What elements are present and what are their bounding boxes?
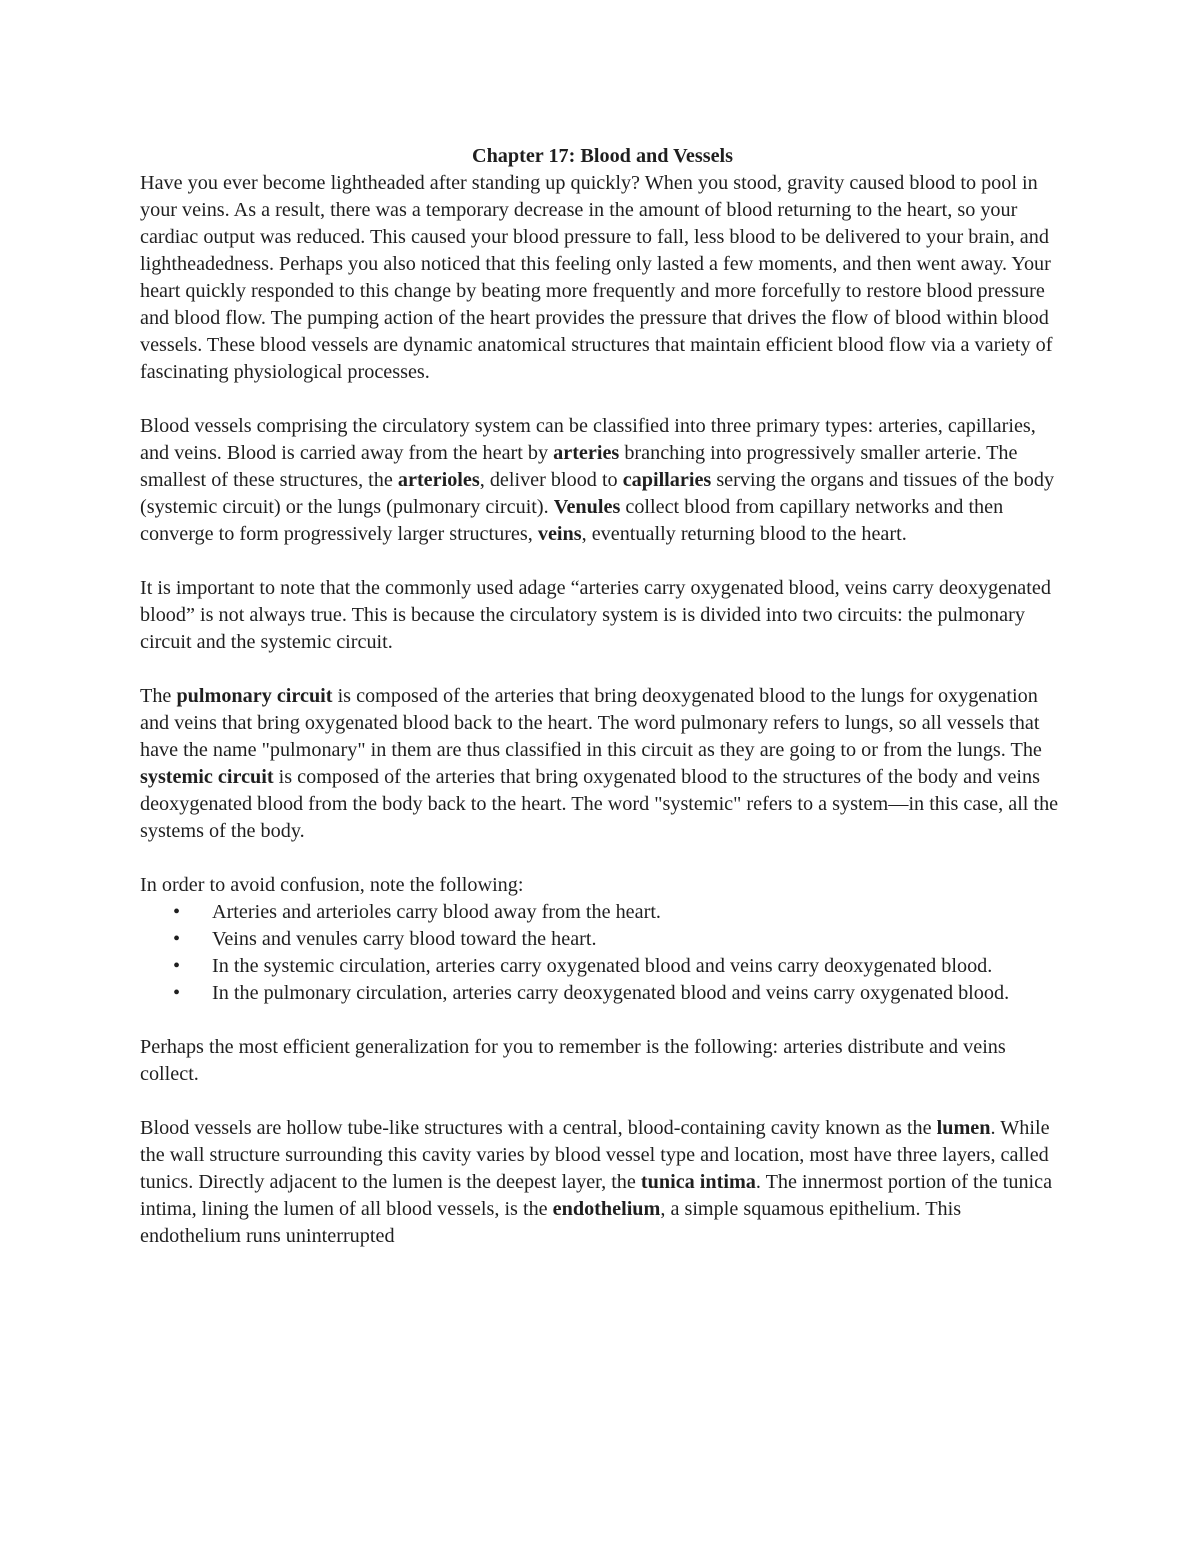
bullet-icon: •: [173, 982, 181, 1004]
text-run: branching into progressively smaller arterie. The smallest of these structures, the: [140, 442, 1018, 491]
text-run: , eventually returning blood to the heart.: [581, 523, 907, 545]
list-item: [140, 926, 1065, 953]
text-run: Blood vessels comprising the circulatory system can be classified into three primary types: arteries, capillaries, and veins. Blood is carried away from the heart by: [140, 415, 1036, 464]
intro-paragraph: Have you ever become lightheaded after standing up quickly? When you stood, gravity caused blood to pool in your veins. As a result, there was a temporary decrease in the amount of blood returning to the heart, so your cardiac output was reduced. This caused your blood pressure to fall, less blood to be delivered to your brain, and lightheadedness. Perhaps you also noticed that this feeling only lasted a few moments, and then went away. Your heart quickly responded to this change by beating more frequently and more forcefully to restore blood pressure and blood flow. The pumping action of the heart provides the pressure that drives the flow of blood within blood vessels. These blood vessels are dynamic anatomical structures that maintain efficient blood flow via a variety of fascinating physiological processes.: [140, 172, 1053, 383]
list-item: [140, 980, 1065, 1007]
bullet-icon: •: [173, 901, 181, 923]
adage-paragraph: It is important to note that the commonly used adage “arteries carry oxygenated blood, veins carry deoxygenated blood” is not always true. This is because the circulatory system is is divided into two circuits: the pulmonary circuit and the systemic circuit.: [140, 577, 1051, 653]
list-item-text: In the systemic circulation, arteries carry oxygenated blood and veins carry deoxygenated blood.: [212, 955, 993, 977]
text-run: serving the organs and tissues of the body (systemic circuit) or the lungs (pulmonary circuit).: [140, 469, 1055, 518]
term-systemic-circuit: systemic circuit: [140, 766, 274, 788]
term-tunica-intima: tunica intima: [640, 1171, 756, 1193]
chapter-title: Chapter 17: Blood and Vessels: [472, 145, 733, 167]
text-run: Blood vessels are hollow tube-like structures with a central, blood-containing cavity known as the: [140, 1117, 937, 1139]
list-item-text: In the pulmonary circulation, arteries carry deoxygenated blood and veins carry oxygenated blood.: [212, 982, 1010, 1004]
text-run: is composed of the arteries that bring oxygenated blood to the structures of the body and veins deoxygenated blood from the body back to the heart. The word "systemic" refers to a system—in this case, all the systems of the body.: [140, 766, 1059, 842]
list-item: [140, 899, 1065, 926]
text-run: . While the wall structure surrounding this cavity varies by blood vessel type and location, most have three layers, called tunics. Directly adjacent to the lumen is the deepest layer, the: [140, 1117, 1050, 1193]
bullet-list: [140, 899, 1065, 1007]
list-intro: In order to avoid confusion, note the following:: [140, 874, 524, 896]
term-lumen: lumen: [936, 1117, 991, 1139]
vessel-wall-paragraph: [140, 1115, 1065, 1250]
circuits-paragraph: [140, 683, 1065, 845]
text-run: The: [140, 685, 177, 707]
term-arteries: arteries: [553, 442, 620, 464]
text-run: is composed of the arteries that bring deoxygenated blood to the lungs for oxygenation and veins that bring oxygenated blood back to the heart. The word pulmonary refers to lungs, so all vessels that have the name "pulmonary" in them are thus classified in this circuit as they are going to or from the lungs. The: [140, 685, 1042, 761]
term-endothelium: endothelium: [552, 1198, 661, 1220]
term-arterioles: arterioles: [397, 469, 480, 491]
text-run: . The innermost portion of the tunica intima, lining the lumen of all blood vessels, is the: [140, 1171, 1053, 1220]
text-run: , deliver blood to: [479, 469, 623, 491]
text-run: collect blood from capillary networks and then converge to form progressively larger structures,: [140, 496, 1004, 545]
list-item: [140, 953, 1065, 980]
document-page: [140, 143, 1065, 1277]
bullet-icon: •: [173, 955, 181, 977]
vessel-types-paragraph: [140, 413, 1065, 548]
term-capillaries: capillaries: [622, 469, 712, 491]
list-item-text: Arteries and arterioles carry blood away from the heart.: [212, 901, 661, 923]
term-venules: Venules: [553, 496, 621, 518]
text-run: , a simple squamous epithelium. This endothelium runs uninterrupted: [140, 1198, 962, 1247]
term-veins: veins: [537, 523, 582, 545]
bullet-icon: •: [173, 928, 181, 950]
term-pulmonary-circuit: pulmonary circuit: [176, 685, 333, 707]
generalization-paragraph: Perhaps the most efficient generalization for you to remember is the following: arteries distribute and veins collect.: [140, 1036, 1006, 1085]
list-item-text: Veins and venules carry blood toward the heart.: [212, 928, 597, 950]
